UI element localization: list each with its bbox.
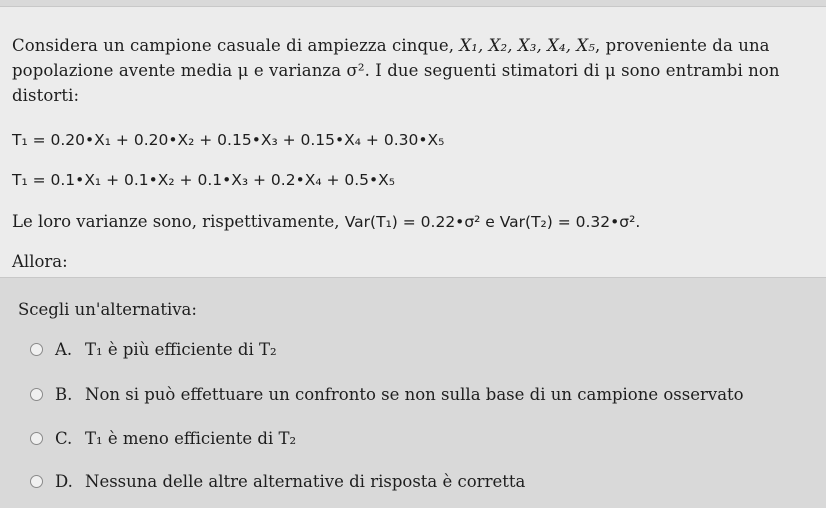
allora-label: Allora:	[12, 252, 68, 271]
radio-c[interactable]	[30, 432, 43, 445]
question-intro: Considera un campione casuale di ampiezza cinque,	[12, 36, 455, 55]
option-c-letter: C.	[55, 428, 73, 448]
option-b[interactable]	[30, 381, 744, 407]
question-variables: X₁, X₂, X₃, X₄, X₅	[459, 36, 595, 55]
option-d-letter: D.	[55, 471, 73, 491]
question-card	[0, 6, 826, 278]
answers-area	[0, 278, 826, 508]
option-d-text: Nessuna delle altre alternative di risposta è corretta	[85, 471, 526, 491]
formula-t2: T₁ = 0.1•X₁ + 0.1•X₂ + 0.1•X₃ + 0.2•X₄ + 0.5•X₅	[12, 171, 396, 189]
radio-a[interactable]	[30, 343, 43, 356]
option-a[interactable]	[30, 336, 277, 362]
option-c[interactable]	[30, 425, 296, 451]
variances-math: Var(T₁) = 0.22•σ² e Var(T₂) = 0.32•σ².	[344, 213, 641, 231]
option-d[interactable]	[30, 468, 525, 494]
question-text	[12, 33, 812, 108]
variances-text: Le loro varianze sono, rispettivamente,	[12, 212, 340, 231]
option-c-text: T₁ è meno efficiente di T₂	[85, 428, 297, 448]
formula-t1: T₁ = 0.20•X₁ + 0.20•X₂ + 0.15•X₃ + 0.15•X₄ + 0.30•X₅	[12, 131, 445, 149]
variances-line	[12, 212, 640, 231]
choose-prompt: Scegli un'alternativa:	[18, 300, 197, 319]
option-a-letter: A.	[55, 339, 73, 359]
option-a-text: T₁ è più efficiente di T₂	[85, 339, 277, 359]
radio-d[interactable]	[30, 475, 43, 488]
option-b-text: Non si può effettuare un confronto se non sulla base di un campione osservato	[85, 384, 744, 404]
option-b-letter: B.	[55, 384, 73, 404]
question-intro-rest: , proveniente da una popolazione avente media μ e varianza σ². I due seguenti stimatori di μ sono entrambi non distorti:	[12, 36, 780, 105]
radio-b[interactable]	[30, 388, 43, 401]
